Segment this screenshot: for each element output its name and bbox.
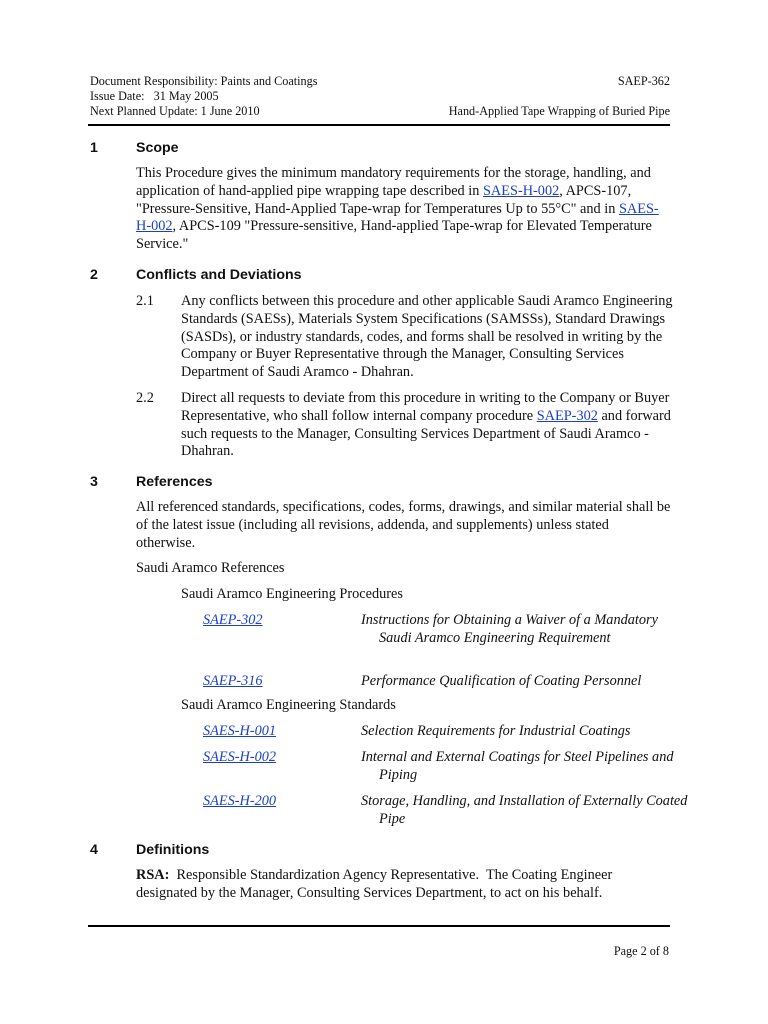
ref-description: Selection Requirements for Industrial Coatings — [361, 723, 631, 739]
ref-link-saep-302[interactable]: SAEP-302 — [203, 612, 263, 628]
procedures-label: Saudi Aramco Engineering Procedures — [181, 586, 403, 602]
subsection-text: Direct all requests to deviate from this procedure in writing to the Company or Buyer Representative, who shall follow internal company procedure SAEP-302 and forward such requests to the Manager, Consulting Services Department of Saudi Aramco - Dhahran. — [181, 390, 671, 460]
link-saes-h-002[interactable]: SAES-H-002 — [482, 182, 560, 199]
references-intro: All referenced standards, specifications, codes, forms, drawings, and similar material shall be of the latest issue (including all revisions, addenda, and supplements) unless stated otherwise. — [136, 499, 671, 551]
ref-description: Storage, Handling, and Installation of Externally Coated Pipe — [361, 793, 688, 827]
ref-description: Instructions for Obtaining a Waiver of a Mandatory Saudi Aramco Engineering Requirement — [361, 612, 658, 646]
section-number: 1 — [90, 140, 98, 156]
page-header — [90, 74, 670, 119]
header-title: Hand-Applied Tape Wrapping of Buried Pipe — [448, 104, 670, 118]
header-next-update: Next Planned Update: 1 June 2010 — [90, 104, 260, 118]
references-group-label: Saudi Aramco References — [136, 560, 285, 576]
section-title: Conflicts and Deviations — [136, 267, 302, 283]
footer-rule — [88, 925, 670, 927]
subsection-number: 2.1 — [136, 293, 154, 309]
section-title: Definitions — [136, 842, 210, 858]
section-title: Scope — [136, 140, 179, 156]
definition-term: RSA: — [136, 867, 170, 883]
definition-rsa — [136, 867, 671, 903]
ref-link-saes-h-002[interactable]: SAES-H-002 — [203, 749, 277, 765]
standards-label: Saudi Aramco Engineering Standards — [181, 697, 396, 713]
subsection-text: Any conflicts between this procedure and other applicable Saudi Aramco Engineering Standards (SAESs), Materials System Specifications (SAMSSs), Standard Drawings (SASDs), or industry standards, codes, and forms shall be resolved in writing by the Company or Buyer Representative through the Manager, Consulting Services Department of Saudi Aramco - Dhahran. — [181, 293, 673, 381]
link-saep-302[interactable]: SAEP-302 — [536, 407, 598, 424]
section-title: References — [136, 474, 213, 490]
ref-link-saep-316[interactable]: SAEP-316 — [203, 673, 263, 689]
header-doc-number: SAEP-362 — [617, 74, 670, 88]
subsection-number: 2.2 — [136, 390, 154, 406]
header-issue-date: Issue Date: 31 May 2005 — [90, 89, 219, 103]
ref-link-saes-h-200[interactable]: SAES-H-200 — [203, 793, 277, 809]
link-saes-h-002[interactable]: SAES-H-002 — [136, 200, 659, 235]
page-number: Page 2 of 8 — [613, 944, 669, 958]
ref-description: Performance Qualification of Coating Personnel — [361, 673, 642, 689]
ref-link-saes-h-001[interactable]: SAES-H-001 — [203, 723, 277, 739]
ref-description: Internal and External Coatings for Steel Pipelines and Piping — [361, 749, 674, 783]
definition-text: Responsible Standardization Agency Representative. The Coating Engineer designated by the Manager, Consulting Services Department, to act on his behalf. — [136, 867, 616, 901]
header-rule — [88, 124, 670, 126]
section-number: 3 — [90, 474, 98, 490]
scope-paragraph: This Procedure gives the minimum mandatory requirements for the storage, handling, and application of hand-applied pipe wrapping tape described in SAES-H-002, APCS-107, "Pressure-Sensitive, Hand-Applied Tape-wrap for Temperatures Up to 55°C" and in SAES-H-002, APCS-109 "Pressure-sensitive, Hand-applied Tape-wrap for Elevated Temperature Service." — [136, 165, 659, 253]
section-number: 2 — [90, 267, 98, 283]
header-responsibility: Document Responsibility: Paints and Coatings — [90, 74, 318, 88]
section-number: 4 — [90, 842, 98, 858]
